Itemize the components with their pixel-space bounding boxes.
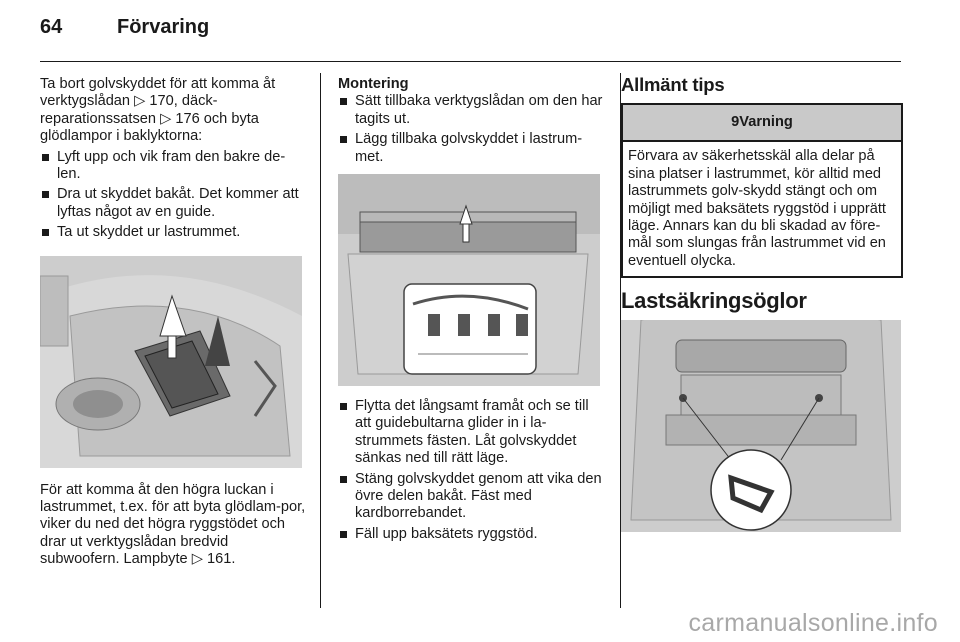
page-title: Förvaring <box>117 16 210 38</box>
bullet-icon <box>340 136 347 143</box>
page-number: 64 <box>40 16 63 38</box>
page-header <box>40 16 209 52</box>
bullet-icon <box>42 191 49 198</box>
section-heading-2: Lastsäkringsöglor <box>621 288 807 314</box>
bullet-icon <box>42 229 49 236</box>
bullet-icon <box>42 154 49 161</box>
column-1 <box>40 76 306 569</box>
column-divider <box>320 73 321 608</box>
warning-box <box>621 103 903 278</box>
list-item: Dra ut skyddet bakåt. Det kommer att lyftas något av en guide. <box>40 186 306 221</box>
floor-cover-illustration <box>40 256 302 468</box>
bullet-icon <box>340 98 347 105</box>
watermark: carmanualsonline.info <box>688 609 938 637</box>
warning-icon: 9 <box>731 114 740 131</box>
section-subhead: Montering <box>338 76 409 92</box>
column-2 <box>338 76 608 543</box>
list-item: Lyft upp och vik fram den bakre de-len. <box>40 149 306 184</box>
column-3 <box>621 76 903 532</box>
intro-paragraph: Ta bort golvskyddet för att komma åt verktygslådan ▷ 170, däck-reparationssatsen ▷ 176 och byta glödlampor i baklyktorna: <box>40 76 276 145</box>
warning-title: Varning <box>739 114 793 131</box>
bullet-icon <box>340 531 347 538</box>
lashing-eyes-illustration <box>621 320 901 532</box>
warning-text: Förvara av säkerhetsskäl alla delar på sina platser i lastrummet, kör alltid med lastrummets golv-skydd stängt och om möjligt med baksätets ryggstöd i upprätt läge. Annars kan du bli skadad av före-mål som slungas från lastrummet vid en eventuell olycka. <box>628 148 886 269</box>
warning-header <box>623 105 901 142</box>
list-item: Sätt tillbaka verktygslådan om den har tagits ut. <box>338 93 608 128</box>
after-paragraph: För att komma åt den högra luckan i lastrummet, t.ex. för att byta glödlam-por, viker du ned det högra ryggstödet och drar ut verktygslådan bredvid subwoofern. Lampbyte ▷ 161. <box>40 481 306 568</box>
list-item: Ta ut skyddet ur lastrummet. <box>40 224 306 241</box>
section-heading: Allmänt tips <box>621 74 725 95</box>
reinstall-illustration <box>338 174 600 386</box>
list-item: Lägg tillbaka golvskyddet i lastrum-met. <box>338 131 608 166</box>
bullet-icon <box>340 476 347 483</box>
bullet-icon <box>340 403 347 410</box>
list-item: Fäll upp baksätets ryggstöd. <box>338 526 608 543</box>
list-item: Flytta det långsamt framåt och se till att guidebultarna glider in i la-strummets fästen. Låt golvskyddet sänkas ned till rätt läge. <box>338 398 608 468</box>
list-item: Stäng golvskyddet genom att vika den övre delen bakåt. Fäst med kardborrebandet. <box>338 471 608 523</box>
header-rule <box>40 61 901 62</box>
